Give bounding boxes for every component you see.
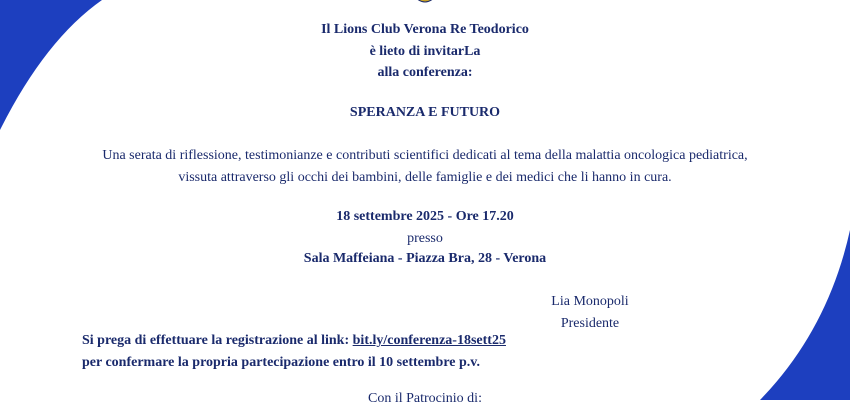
patronage-line: Con il Patrocinio di: <box>368 391 482 406</box>
venue: Sala Maffeiana - Piazza Bra, 28 - Verona <box>303 251 547 266</box>
signer-role: Presidente <box>560 316 620 331</box>
event-line: alla conferenza: <box>377 65 473 80</box>
signer-name: Lia Monopoli <box>551 294 629 309</box>
description-line-2: vissuta attraverso gli occhi dei bambini, delle famiglie e dei medici che li hanno in cura. <box>178 170 672 185</box>
registration-line <box>82 333 506 349</box>
event-date-time: 18 settembre 2025 - Ore 17.20 <box>336 209 514 224</box>
registration-prefix: Si prega di effettuare la registrazione al link: <box>82 333 353 348</box>
host-line: Il Lions Club Verona Re Teodorico <box>321 22 529 37</box>
event-title: SPERANZA E FUTURO <box>349 105 501 120</box>
presso-label: presso <box>407 231 443 246</box>
description-line-1: Una serata di riflessione, testimonianze e contributi scientifici dedicati al tema della malattia oncologica pediatrica, <box>102 148 748 163</box>
invite-line: è lieto di invitarLa <box>369 44 481 59</box>
registration-link[interactable]: bit.ly/conferenza-18sett25 <box>352 333 506 348</box>
confirmation-line: per confermare la propria partecipazione entro il 10 settembre p.v. <box>82 355 481 370</box>
